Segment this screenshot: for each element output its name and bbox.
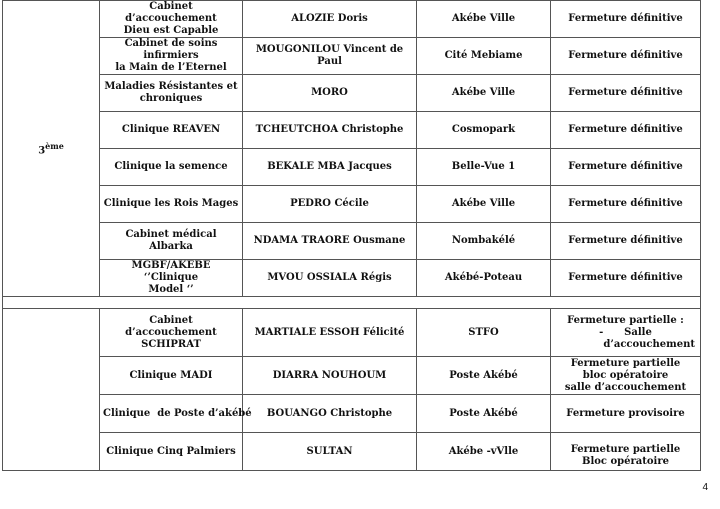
location-cell: Nombakélé: [417, 223, 551, 260]
status-cell: Fermeture définitive: [551, 260, 701, 297]
owner-cell: MOUGONILOU Vincent de Paul: [243, 38, 417, 75]
owner-cell: TCHEUTCHOA Christophe: [243, 112, 417, 149]
status-cell: Fermeture définitive: [551, 75, 701, 112]
status-cell: Fermeture définitive: [551, 1, 701, 38]
facility-line: Dieu est Capable: [123, 25, 219, 36]
owner-cell: BOUANGO Christophe: [243, 395, 417, 433]
status-line: d’accouchement: [603, 338, 695, 350]
location-cell: Akébe Ville: [417, 75, 551, 112]
owner-cell: NDAMA TRAORE Ousmane: [243, 223, 417, 260]
table-row: [3, 395, 701, 433]
facility-line: Cabinet d’accouchement: [125, 1, 217, 24]
facilities-table: [2, 0, 701, 471]
table-row: [3, 75, 701, 112]
status-cell: Fermeture définitive: [551, 112, 701, 149]
status-cell: Fermeture définitive: [551, 149, 701, 186]
table-row: [3, 149, 701, 186]
page-number: 4: [702, 482, 708, 493]
rank-number: 3: [38, 145, 46, 157]
facility-cell: Clinique REAVEN: [100, 112, 243, 149]
table-row: [3, 112, 701, 149]
table-row: [3, 260, 701, 297]
facility-line: Cabinet de soins infirmiers: [124, 38, 218, 61]
owner-cell: PEDRO Cécile: [243, 186, 417, 223]
table-row: [3, 309, 701, 357]
section-separator-row: [3, 297, 701, 309]
status-cell: Fermeture provisoire: [551, 395, 701, 433]
facility-cell: Cabinet médical Albarka: [100, 223, 243, 260]
location-cell: Akébé-Poteau: [417, 260, 551, 297]
owner-cell: MVOU OSSIALA Régis: [243, 260, 417, 297]
table-row: [3, 186, 701, 223]
facility-cell: Clinique MADI: [100, 357, 243, 395]
facility-line: chroniques: [139, 93, 203, 104]
status-cell: Fermeture définitive: [551, 38, 701, 75]
location-cell: Cosmopark: [417, 112, 551, 149]
facility-cell: Clinique la semence: [100, 149, 243, 186]
facility-cell: [100, 1, 243, 38]
status-line: bloc opératoire: [582, 369, 669, 381]
rank-suffix: ème: [45, 140, 64, 151]
owner-cell: SULTAN: [243, 433, 417, 471]
location-cell: Belle-Vue 1: [417, 149, 551, 186]
rank-cell-empty: [3, 309, 100, 471]
location-cell: Poste Akébé: [417, 395, 551, 433]
location-cell: Akébe Ville: [417, 186, 551, 223]
facility-line: SCHIPRAT: [141, 338, 201, 350]
location-cell: Cité Mebiame: [417, 38, 551, 75]
status-cell: [551, 357, 701, 395]
location-cell: STFO: [417, 309, 551, 357]
facility-line: Maladies Résistantes et: [104, 81, 238, 92]
facility-cell: [100, 260, 243, 297]
facility-cell: Clinique Cinq Palmiers: [100, 433, 243, 471]
owner-cell: MORO: [243, 75, 417, 112]
table-row: [3, 357, 701, 395]
table-row: [3, 1, 701, 38]
status-line: Bloc opératoire: [582, 456, 669, 467]
table-row: [3, 433, 701, 471]
separator-cell: [3, 297, 701, 309]
status-cell: Fermeture définitive: [551, 223, 701, 260]
owner-cell: MARTIALE ESSOH Félicité: [243, 309, 417, 357]
status-line: Fermeture partielle :: [567, 314, 684, 326]
status-cell: [551, 309, 701, 357]
status-line: salle d’accouchement: [564, 381, 687, 393]
location-cell: Poste Akébé: [417, 357, 551, 395]
location-cell: Akébe Ville: [417, 1, 551, 38]
owner-cell: BEKALE MBA Jacques: [243, 149, 417, 186]
owner-cell: DIARRA NOUHOUM: [243, 357, 417, 395]
owner-cell: ALOZIE Doris: [243, 1, 417, 38]
facility-line: la Main de l’Eternel: [115, 62, 227, 73]
facility-line: Model ‘’: [148, 284, 194, 295]
facility-cell: [100, 309, 243, 357]
table-row: [3, 38, 701, 75]
facility-cell: [100, 75, 243, 112]
location-cell: Akébe -vVlle: [417, 433, 551, 471]
facility-line: MGBF/AKEBE ‘’Clinique: [131, 260, 211, 283]
facility-cell: Clinique les Rois Mages: [100, 186, 243, 223]
status-line: - Salle: [599, 326, 652, 338]
status-line: Fermeture partielle: [570, 444, 681, 455]
table-row: [3, 223, 701, 260]
status-line: Fermeture partielle: [570, 357, 681, 369]
facility-cell: [100, 38, 243, 75]
status-cell: Fermeture définitive: [551, 186, 701, 223]
facility-line: Cabinet d’accouchement: [125, 314, 217, 338]
rank-cell: [3, 1, 100, 297]
facility-cell: Clinique de Poste d’akébé: [100, 395, 243, 433]
status-cell: [551, 433, 701, 471]
